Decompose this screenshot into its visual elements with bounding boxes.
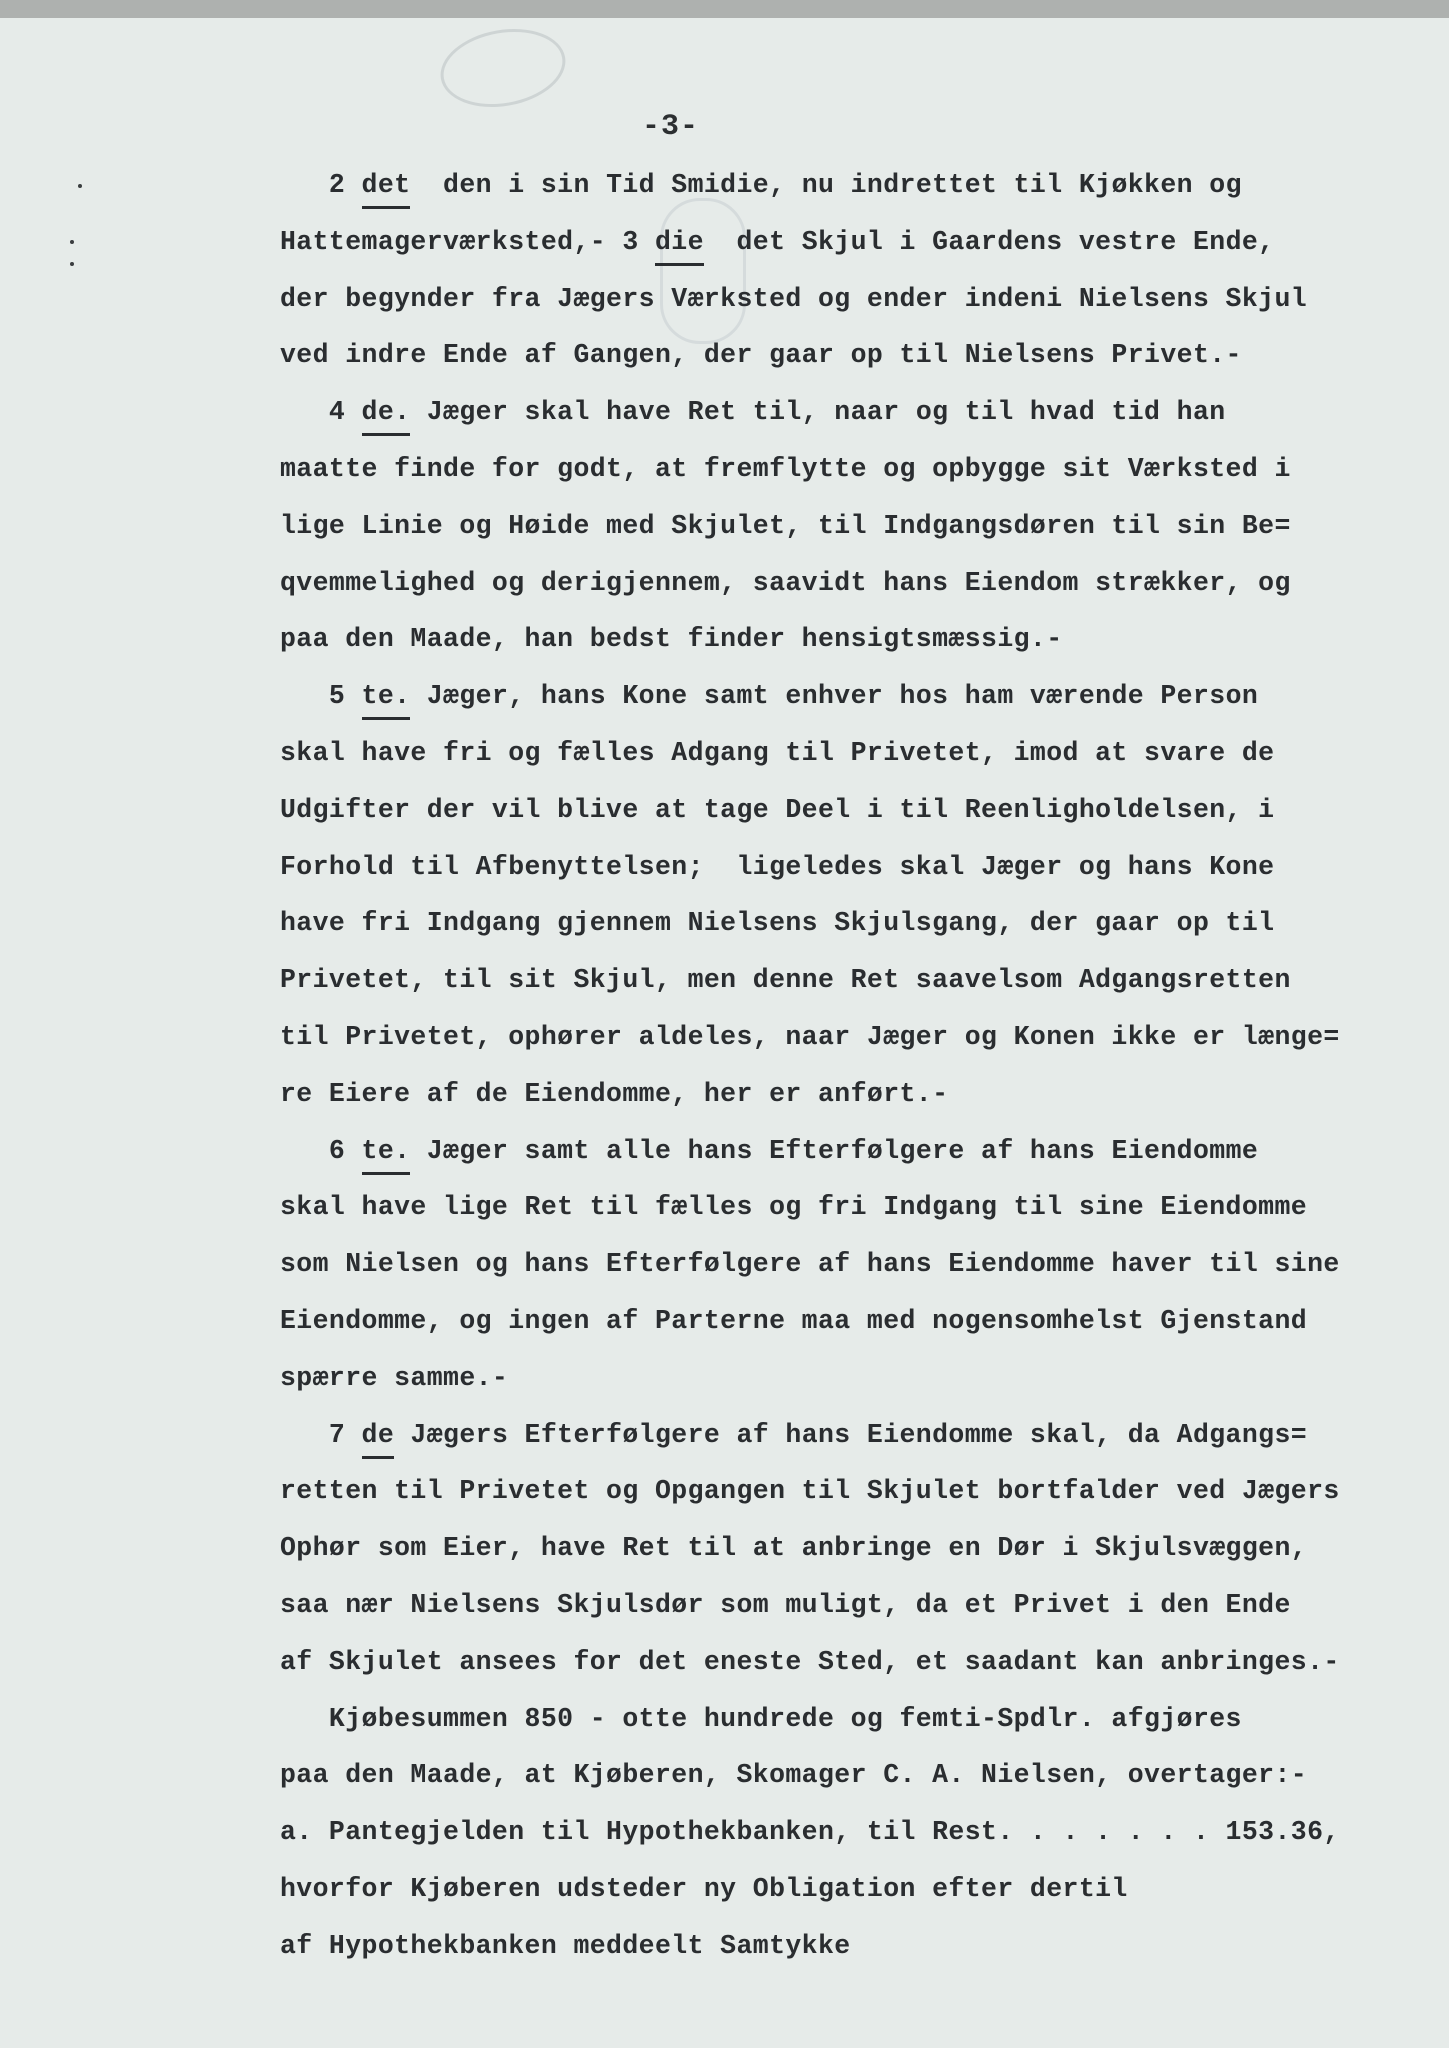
text-line — [280, 340, 1242, 370]
ordinal-underlined: de. — [362, 397, 411, 436]
line-text: Ophør som Eier, have Ret til at anbringe en Dør i Skjulsvæggen, — [280, 1533, 1308, 1564]
text-line — [280, 284, 1307, 314]
text-line — [280, 1760, 1307, 1790]
ordinal-underlined: te. — [362, 1136, 411, 1175]
line-text: 7 — [280, 1419, 362, 1450]
ordinal-underlined: det — [362, 170, 411, 209]
text-line — [280, 965, 1291, 995]
line-text: Forhold til Afbenyttelsen; ligeledes skal Jæger og hans Kone — [280, 851, 1275, 882]
text-line — [280, 170, 1242, 209]
line-text: skal have fri og fælles Adgang til Privetet, imod at svare de — [280, 738, 1275, 768]
ordinal-underlined: die — [655, 227, 704, 266]
line-text: 5 — [280, 681, 362, 712]
line-text: Kjøbesummen 850 - otte hundrede og femti-Spdlr. afgjøres — [280, 1703, 1242, 1734]
line-text: skal have lige Ret til fælles og fri Indgang til sine Eiendomme — [280, 1192, 1308, 1223]
margin-mark — [78, 184, 82, 188]
text-line — [280, 1306, 1307, 1336]
line-text: lige Linie og Høide med Skjulet, til Indgangsdøren til sin Be= — [280, 510, 1291, 541]
text-line — [280, 227, 1274, 266]
line-text: hvorfor Kjøberen udsteder ny Obligation efter dertil — [280, 1874, 1128, 1904]
line-text: som Nielsen og hans Efterfølgere af hans Eiendomme haver til sine — [280, 1249, 1340, 1280]
text-line — [280, 1022, 1340, 1052]
text-line — [280, 1590, 1291, 1620]
text-line — [280, 852, 1274, 882]
text-line — [280, 568, 1291, 598]
text-line — [280, 397, 1226, 436]
line-text: 2 — [280, 170, 362, 200]
text-line — [280, 624, 1063, 654]
line-text: det Skjul i Gaardens vestre Ende, — [703, 226, 1275, 257]
line-text: Hattemagerværksted,- 3 — [280, 226, 655, 257]
text-line — [280, 1647, 1340, 1677]
line-text: 6 — [280, 1135, 362, 1166]
line-text: Jægers Efterfølgere af hans Eiendomme skal, da Adgangs= — [394, 1419, 1308, 1450]
line-text: Jæger skal have Ret til, naar og til hvad tid han — [410, 397, 1226, 428]
text-line — [280, 454, 1291, 484]
text-line — [280, 1704, 1242, 1734]
line-text: der begynder fra Jægers Værksted og ender indeni Nielsens Skjul — [280, 283, 1308, 314]
text-line — [280, 908, 1274, 938]
text-line — [280, 795, 1274, 825]
line-text: re Eiere af de Eiendomme, her er anført.- — [280, 1078, 949, 1109]
faded-stamp — [434, 20, 571, 117]
text-line — [280, 1136, 1258, 1175]
line-text: qvemmelighed og derigjennem, saavidt hans Eiendom strækker, og — [280, 567, 1291, 598]
line-text: paa den Maade, at Kjøberen, Skomager C. A. Nielsen, overtager:- — [280, 1760, 1308, 1791]
line-text: spærre samme.- — [280, 1362, 509, 1393]
line-text: af Skjulet ansees for det eneste Sted, et saadant kan anbringes.- — [280, 1646, 1340, 1677]
page-number: -3- — [642, 110, 700, 144]
text-line — [280, 1476, 1340, 1506]
line-text: af Hypothekbanken meddeelt Samtykke — [280, 1930, 851, 1961]
line-text: ved indre Ende af Gangen, der gaar op til Nielsens Privet.- — [280, 340, 1242, 371]
margin-mark — [70, 262, 74, 266]
margin-mark — [70, 240, 74, 244]
line-text: retten til Privetet og Opgangen til Skjulet bortfalder ved Jægers — [280, 1476, 1340, 1507]
line-text: 4 — [280, 397, 362, 428]
line-text: Jæger samt alle hans Efterfølgere af hans Eiendomme — [410, 1135, 1259, 1166]
text-line — [280, 1874, 1128, 1904]
line-text: Jæger, hans Kone samt enhver hos ham værende Person — [410, 681, 1259, 712]
line-text: Eiendomme, og ingen af Parterne maa med nogensomhelst Gjenstand — [280, 1306, 1308, 1336]
text-line — [280, 1817, 1340, 1847]
text-line — [280, 1249, 1340, 1279]
line-text: Privetet, til sit Skjul, men denne Ret saavelsom Adgangsretten — [280, 965, 1291, 996]
line-text: paa den Maade, han bedst finder hensigtsmæssig.- — [280, 624, 1063, 655]
line-text: til Privetet, ophører aldeles, naar Jæger og Konen ikke er længe= — [280, 1022, 1340, 1052]
line-text: Udgifter der vil blive at tage Deel i til Reenligholdelsen, i — [280, 794, 1275, 825]
text-line — [280, 681, 1258, 720]
ordinal-underlined: te. — [362, 681, 411, 720]
text-line — [280, 1931, 851, 1961]
line-text: have fri Indgang gjennem Nielsens Skjulsgang, der gaar op til — [280, 908, 1275, 939]
text-line — [280, 511, 1291, 541]
line-text: maatte finde for godt, at fremflytte og opbygge sit Værksted i — [280, 454, 1291, 484]
text-line — [280, 1079, 948, 1109]
line-text: saa nær Nielsens Skjulsdør som muligt, da et Privet i den Ende — [280, 1590, 1291, 1620]
ordinal-underlined: de — [362, 1420, 395, 1459]
text-line — [280, 1533, 1307, 1563]
text-line — [280, 1363, 508, 1393]
line-text: den i sin Tid Smidie, nu indrettet til Kjøkken og — [410, 170, 1242, 200]
text-line — [280, 1192, 1307, 1222]
faded-bleed-mark — [660, 198, 746, 344]
line-text: a. Pantegjelden til Hypothekbanken, til Rest. . . . . . . 153.36, — [280, 1817, 1340, 1848]
text-line — [280, 738, 1274, 768]
text-line — [280, 1420, 1307, 1459]
